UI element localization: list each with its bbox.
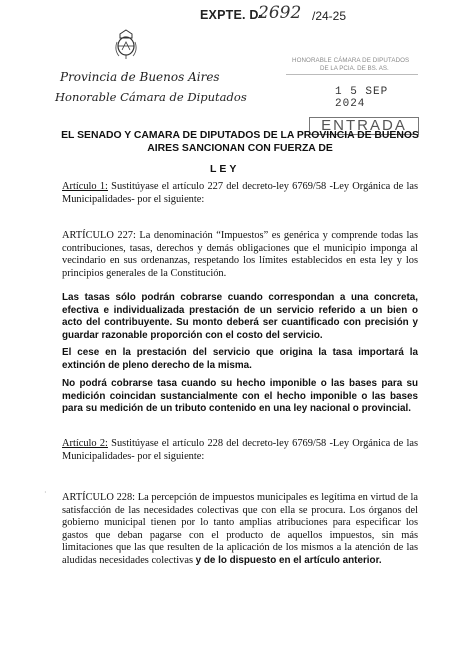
article-228-bold-tail: y de lo dispuesto en el artículo anterior. [195, 554, 382, 566]
article-1-text: Sustitúyase el artículo 227 del decreto-ley 6769/58 -Ley Orgánica de las Municipalidades- por el siguiente: [62, 181, 418, 205]
article-228-paragraph [62, 492, 418, 568]
expediente-number: 2692 [258, 3, 302, 23]
heading-line-1: EL SENADO Y CAMARA DE DIPUTADOS DE LA PROVINCIA DE BUENOS [61, 130, 419, 141]
enactment-heading [40, 129, 440, 155]
stamp-divider [286, 74, 418, 75]
provincial-seal-icon [113, 28, 139, 60]
article-1-paragraph [62, 181, 418, 206]
stamp-entrada: ENTRADA [309, 117, 419, 135]
article-1-label: Artículo 1: [62, 181, 108, 192]
stamp-line-1: HONORABLE CÁMARA DE DIPUTADOS [292, 57, 410, 64]
article-2-paragraph [62, 438, 418, 463]
institution-line-1: Provincia de Buenos Aires [60, 70, 220, 84]
article-2-label: Artículo 2: [62, 438, 108, 449]
stamp-date: 1 5 SEP 2024 [335, 86, 389, 110]
ley-title: LEY [210, 163, 240, 175]
article-227-bold-1: Las tasas sólo podrán cobrarse cuando correspondan a una concreta, efectiva e individualizada prestación de un servicio referido a un bien o acto del contribuyente. Su monto deberá ser cuantificado con precisión y guardar razonable proporción con el costo del servicio. [62, 292, 418, 341]
margin-mark: · [44, 488, 47, 497]
article-227-bold-3: No podrá cobrarse tasa cuando su hecho imponible o las bases para su medición coincidan sustancialmente con el hecho imponible o las bases para su medición de un tributo contenido en una ley nacional o provincial. [62, 378, 418, 415]
article-2-text: Sustitúyase el artículo 228 del decreto-ley 6769/58 -Ley Orgánica de las Municipalidades- por el siguiente: [62, 438, 418, 462]
institution-line-2: Honorable Cámara de Diputados [55, 90, 247, 104]
reception-stamp [282, 56, 422, 122]
article-227-paragraph: ARTÍCULO 227: La denominación “Impuestos” es genérica y comprende todas las contribuciones, tasas, derechos y demás obligaciones que el municipio imponga al vecindario en sus ordenanzas, respetando los límites establecidos en esta ley y los principios generales de la Constitución. [62, 230, 418, 279]
stamp-line-2: DE LA PCIA. DE BS. AS. [320, 65, 389, 72]
article-227-bold-2: El cese en la prestación del servicio que origina la tasa importará la extinción de pleno derecho de la misma. [62, 347, 418, 371]
article-228-text: ARTÍCULO 228: La percepción de impuestos municipales es legítima en virtud de la satisfacción de las necesidades colectivas que con ella se procura. Los órganos del gobierno municipal tienen por lo tanto amplias atribuciones para especificar los gastos que deban pagarse con el producto de aquellos impuestos, sin más limitaciones que las que resulten de la aplicación de los mismos a la atención de las aludidas necesidades colectivas [62, 492, 418, 566]
expediente-label: EXPTE. D- [200, 8, 263, 22]
expediente-year: /24-25 [312, 9, 347, 23]
heading-line-2: AIRES SANCIONAN CON FUERZA DE [147, 143, 333, 154]
